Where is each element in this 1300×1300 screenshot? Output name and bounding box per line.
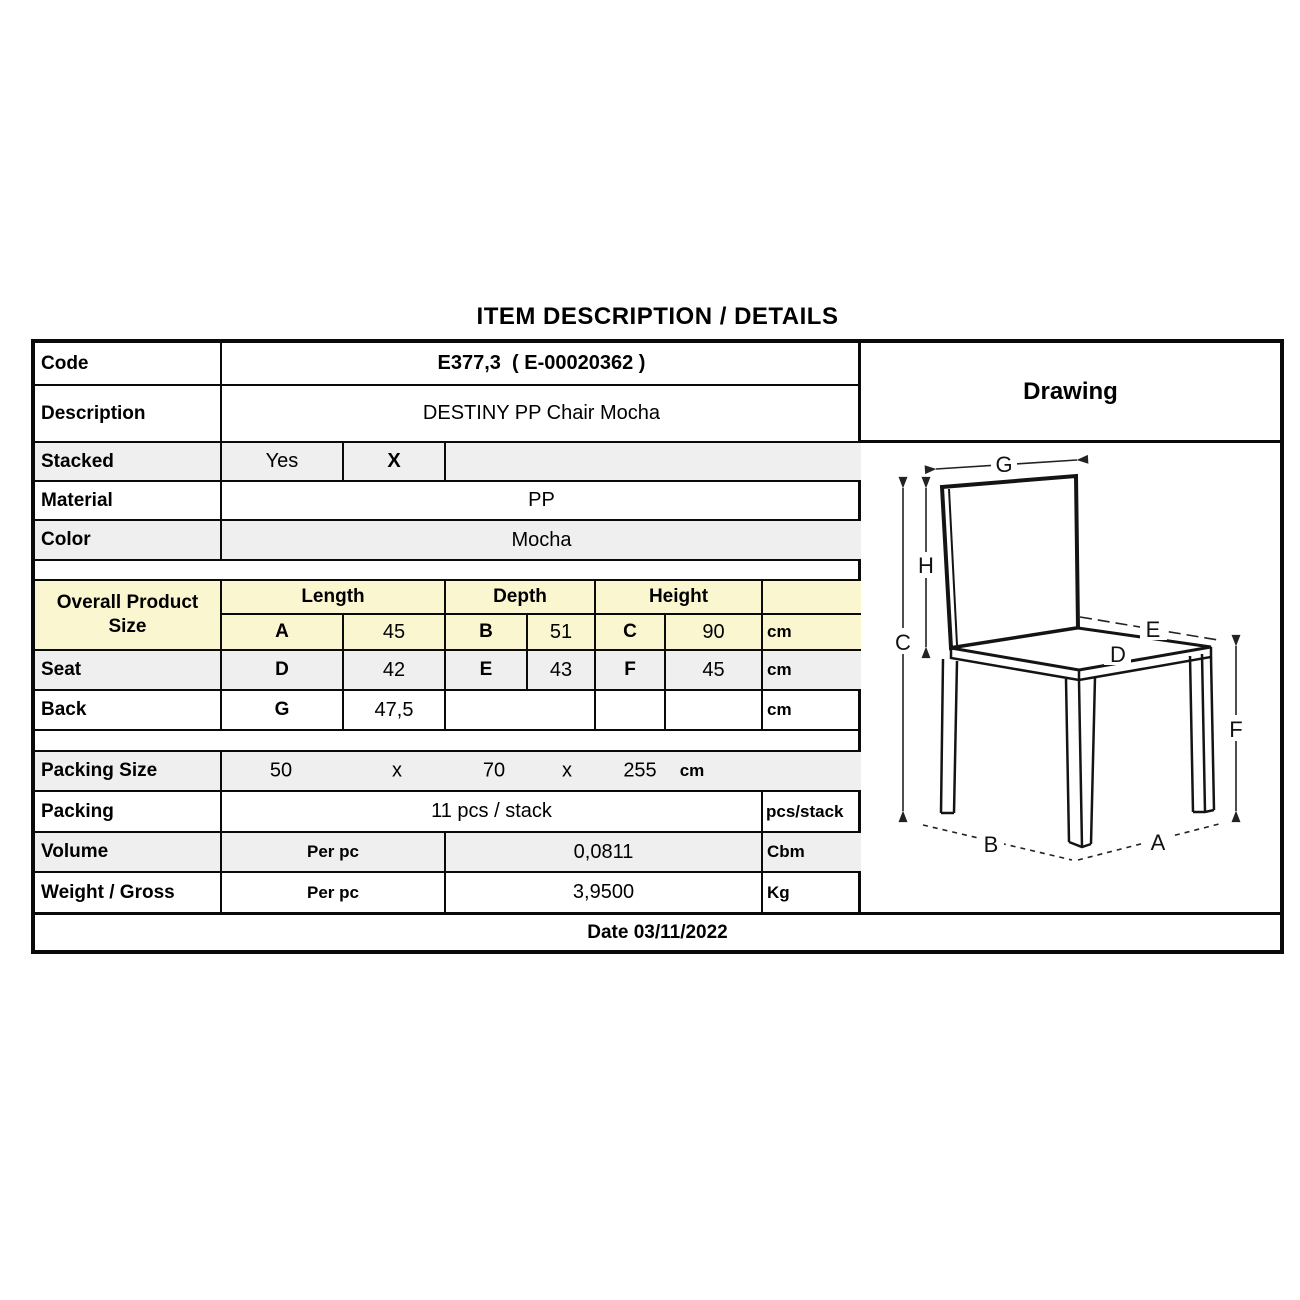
back-unit: cm bbox=[767, 700, 792, 719]
back-empty-2 bbox=[596, 691, 666, 729]
chair-backrest bbox=[942, 476, 1078, 648]
back-empty-1 bbox=[446, 691, 596, 729]
packing-label: Packing bbox=[35, 792, 222, 831]
row-description bbox=[35, 386, 861, 443]
spec-table-left bbox=[35, 343, 861, 912]
weight-unit: Kg bbox=[767, 882, 790, 902]
date-row: Date 03/11/2022 bbox=[35, 912, 1280, 950]
drawing-area bbox=[861, 443, 1280, 912]
packing-size-w: 50 bbox=[269, 759, 293, 782]
material-label: Material bbox=[35, 482, 222, 519]
description-value: DESTINY PP Chair Mocha bbox=[422, 402, 661, 424]
weight-value: 3,9500 bbox=[446, 873, 763, 912]
packing-size-h: 255 bbox=[623, 759, 657, 782]
stacked-empty-cell bbox=[446, 443, 861, 480]
dim-label-C: C bbox=[895, 630, 911, 655]
code-label: Code bbox=[35, 343, 222, 384]
overall-unit: cm bbox=[767, 622, 792, 642]
drawing-panel bbox=[861, 343, 1280, 912]
size-header-empty bbox=[763, 581, 861, 613]
stacked-label: Stacked bbox=[35, 443, 222, 480]
row-packing-size bbox=[35, 752, 861, 792]
dim-label-B: B bbox=[983, 832, 999, 857]
dim-val-d: 42 bbox=[344, 651, 446, 689]
packing-size-x2: x bbox=[562, 759, 572, 782]
weight-label: Weight / Gross bbox=[35, 873, 222, 912]
color-value: Mocha bbox=[511, 528, 572, 551]
dim-val-c: 90 bbox=[666, 615, 763, 649]
overall-size-grid bbox=[222, 581, 861, 649]
material-value: PP bbox=[528, 489, 555, 511]
spacer-row-2 bbox=[35, 731, 861, 752]
packing-size-values bbox=[222, 752, 861, 790]
row-weight bbox=[35, 873, 861, 912]
row-overall-size bbox=[35, 581, 861, 651]
volume-label: Volume bbox=[35, 833, 222, 871]
dim-key-b: B bbox=[446, 615, 528, 649]
chair-leg-left bbox=[941, 659, 957, 813]
dim-key-d: D bbox=[222, 651, 344, 689]
size-header-row bbox=[222, 581, 861, 615]
drawing-header: Drawing bbox=[861, 343, 1280, 443]
dim-key-c: C bbox=[596, 615, 666, 649]
packing-unit: pcs/stack bbox=[766, 801, 844, 821]
row-packing bbox=[35, 792, 861, 833]
depth-header: Depth bbox=[446, 581, 596, 613]
size-value-row bbox=[222, 615, 861, 649]
row-back bbox=[35, 691, 861, 731]
height-header: Height bbox=[596, 581, 763, 613]
dim-label-A: A bbox=[1150, 830, 1166, 855]
dim-key-a: A bbox=[222, 615, 344, 649]
volume-basis: Per pc bbox=[222, 833, 446, 871]
dim-val-f: 45 bbox=[666, 651, 763, 689]
dim-label-D: D bbox=[1110, 642, 1126, 667]
overall-size-label: Overall Product Size bbox=[35, 581, 222, 649]
length-header: Length bbox=[222, 581, 446, 613]
dim-val-b: 51 bbox=[528, 615, 596, 649]
seat-label: Seat bbox=[35, 651, 222, 689]
spacer-row-1 bbox=[35, 561, 861, 581]
chair-leg-front bbox=[1066, 677, 1095, 847]
dim-key-f: F bbox=[596, 651, 666, 689]
stacked-mark: X bbox=[344, 443, 446, 480]
back-label: Back bbox=[35, 691, 222, 729]
packing-value: 11 pcs / stack bbox=[222, 792, 763, 831]
dim-val-e: 43 bbox=[528, 651, 596, 689]
color-label: Color bbox=[35, 521, 222, 559]
code-value: E377,3 ( E-00020362 ) bbox=[437, 352, 646, 374]
back-empty-3 bbox=[666, 691, 763, 729]
dim-label-H: H bbox=[918, 553, 934, 578]
dim-label-F: F bbox=[1229, 717, 1243, 742]
spec-table bbox=[31, 339, 1284, 954]
dim-key-e: E bbox=[446, 651, 528, 689]
page-title: ITEM DESCRIPTION / DETAILS bbox=[476, 303, 839, 330]
packing-size-label: Packing Size bbox=[35, 752, 222, 790]
row-stacked bbox=[35, 443, 861, 482]
volume-value: 0,0811 bbox=[446, 833, 763, 871]
dim-val-g: 47,5 bbox=[344, 691, 446, 729]
row-material bbox=[35, 482, 861, 521]
volume-unit: Cbm bbox=[767, 842, 805, 861]
stacked-value: Yes bbox=[222, 443, 344, 480]
packing-size-x1: x bbox=[392, 759, 402, 782]
dim-label-E: E bbox=[1145, 617, 1161, 642]
row-volume bbox=[35, 833, 861, 873]
dim-key-g: G bbox=[222, 691, 344, 729]
chair-drawing bbox=[861, 443, 1280, 912]
dim-label-G: G bbox=[995, 452, 1013, 477]
dim-val-a: 45 bbox=[344, 615, 446, 649]
seat-unit: cm bbox=[767, 660, 792, 679]
packing-size-unit: cm bbox=[679, 761, 705, 780]
row-code bbox=[35, 343, 861, 386]
packing-size-d: 70 bbox=[482, 759, 506, 782]
row-seat bbox=[35, 651, 861, 691]
description-label: Description bbox=[35, 386, 222, 441]
row-color bbox=[35, 521, 861, 561]
chair-leg-right bbox=[1190, 654, 1214, 812]
weight-basis: Per pc bbox=[222, 873, 446, 912]
